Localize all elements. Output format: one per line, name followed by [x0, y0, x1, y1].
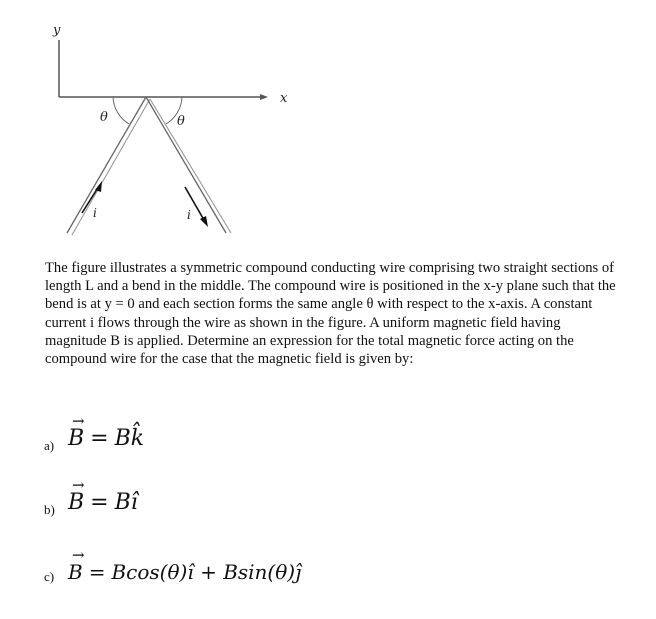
left-wire-section-edge	[72, 99, 150, 235]
part-c-label: c)	[44, 569, 55, 584]
vector-b: → B	[68, 560, 83, 584]
part-b-rhs: Bî	[114, 490, 138, 515]
vector-b: → B	[68, 490, 84, 515]
y-axis-label: y	[53, 23, 61, 38]
left-angle-label: θ	[100, 110, 108, 125]
part-a-equation: → B = Bk̂	[68, 426, 144, 451]
x-axis-arrowhead	[260, 94, 268, 100]
right-angle-label: θ	[177, 114, 185, 129]
part-a-label: a)	[44, 438, 55, 453]
right-wire-section	[146, 97, 226, 233]
right-current-arrowhead	[200, 216, 208, 227]
left-angle-arc	[113, 97, 129, 124]
part-b-equation: → B = Bî	[68, 490, 138, 515]
vector-b: → B	[68, 426, 84, 451]
left-current-label: i	[93, 206, 97, 220]
problem-statement: The figure illustrates a symmetric compound conducting wire comprising two straight sections of length L and a bend in the middle. The compound wire is positioned in the x-y plane such that the bend is at y = 0 and each section forms the same angle θ with respect to the x-axis. A constant current i flows through the wire as shown in the figure. A uniform magnetic field having magnitude B is applied. Determine an expression for the total magnetic force acting on the compound wire for the case that the magnetic field is given by:	[45, 260, 616, 368]
x-axis-label: x	[280, 91, 288, 106]
part-c-rhs: Bcos(θ)î + Bsin(θ)ĵ	[111, 560, 302, 584]
part-b-label: b)	[44, 502, 55, 517]
wire-figure	[0, 0, 656, 250]
part-a-rhs: Bk̂	[114, 426, 145, 451]
right-current-label: i	[187, 208, 191, 222]
part-c-equation: → B = Bcos(θ)î + Bsin(θ)ĵ	[68, 560, 301, 584]
